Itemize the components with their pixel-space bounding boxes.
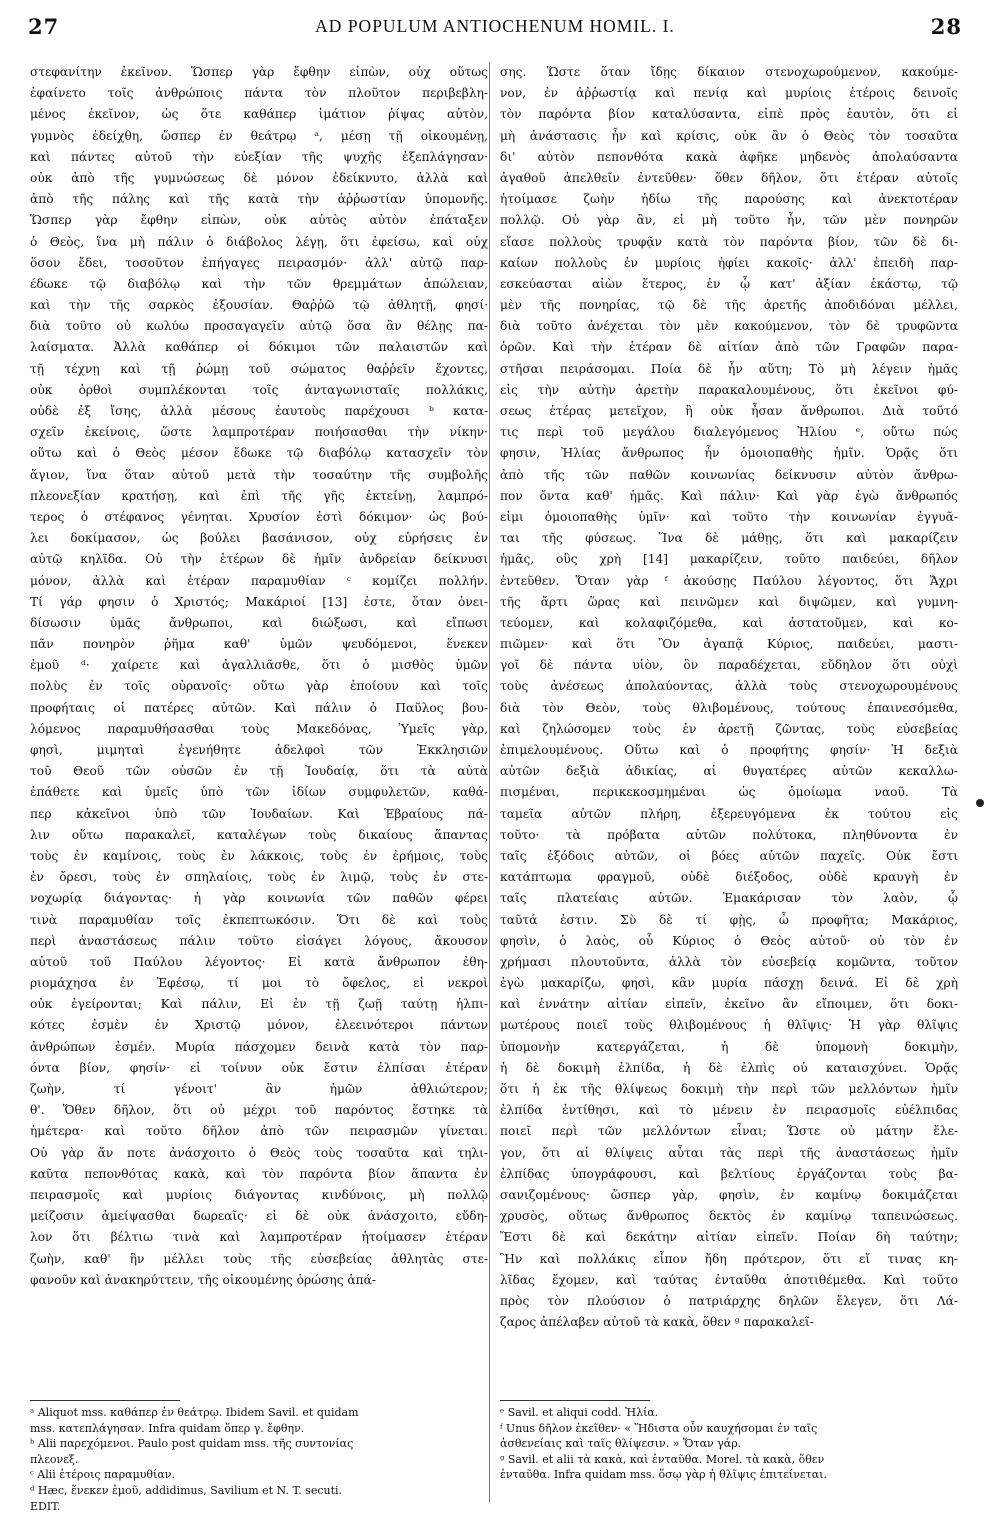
text-line: φησὶν, ὁ λαὸς, οὗ Κύριος ὁ Θεὸς αὐτοῦ· οὐ τὸν ἐν [500, 933, 958, 948]
text-line: στεφανίτην ἐκεῖνον. Ὥσπερ γὰρ ἔφθην εἰπὼν, οὐχ οὕτως [30, 65, 488, 79]
right-text-column [500, 62, 958, 1333]
text-line: καὶ ἐννάτην αἰτίαν εἰπεῖν, ἐκεῖνο ἂν εἴποιμεν, ὅτι δοκι- [500, 997, 958, 1012]
text-line: ριομάχησα ἐν Ἐφέσῳ, τί μοι τὸ ὄφελος, εἰ νεκροὶ [30, 976, 488, 991]
text-line: Ἣν καὶ πολλάκις εἶπον ἤδη πρότερον, ὅτι εἴ τινας κη- [500, 1251, 958, 1266]
running-header [28, 14, 962, 48]
text-line: ἐγὼ μακαρίζω, φησὶ, κἂν μυρία πάσχῃ δεινά. Εἰ δὲ χρὴ [500, 976, 958, 991]
footnote-rule [30, 1400, 180, 1401]
text-line: τὸν παρόντα βίον καταλύσαντα, εἰπὲ πρὸς ἑαυτὸν, ὅτι εἰ [500, 107, 958, 122]
text-line: φανοῦν καὶ ἀνακηρύττειν, τῆς οἰκουμένης ὁρώσης ἁπά- [30, 1272, 377, 1287]
text-line: ἐλπίδας ὑπογράφουσι, καὶ βελτίους ἐργάζονται τοὺς βα- [500, 1166, 958, 1181]
text-line: ἅγιον, ἵνα ὅταν αὐτοῦ μετὰ τὴν τοσαύτην τῆς συμβολῆς [30, 467, 488, 482]
text-line: ἀπὸ τῆς πάλης καὶ τῆς κατὰ τὴν ἀῤῥωστίαν ὑπομονῆς. [30, 192, 488, 207]
text-line: εἴασε πολλοὺς τρυφᾷν κατὰ τὸν παρόντα βίον, τῶν δὲ δι- [500, 234, 958, 249]
text-line: προφήταις οἱ πατέρες αὐτῶν. Καὶ πάλιν ὁ Παῦλος βου- [30, 700, 488, 715]
footnote-line: EDIT. [30, 1499, 61, 1513]
footnote-line: ᶠ Unus δῆλον ἐκεῖθεν· « Ἥδιστα οὖν καυχήσομαι ἐν ταῖς [500, 1421, 818, 1435]
text-line: ἐλπίδα ἐντίθησι, καὶ τὸ μένειν ἐν πειρασμοῖς εὐέλπιδας [500, 1103, 958, 1118]
text-line: λόμενος παραμυθήσασθαι τοὺς Μακεδόνας, Ὑμεῖς γὰρ, [30, 721, 488, 736]
text-line: φησιν, Ἠλίας ἄνθρωπος ἦν ὁμοιοπαθὴς ἡμῖν. Ὁρᾷς ὅτι [500, 446, 958, 461]
footnote-line: ᵃ Aliquot mss. καθάπερ ἐν θεάτρῳ. Ibidem Savil. et quidam [30, 1406, 359, 1419]
text-line: διὰ τοῦτο οὐ κωλύω προσαγαγεῖν αὐτῷ ὅσα ἂν θέλῃς πα- [30, 319, 488, 334]
text-line: γοῖ δὲ πάντα υἱὸν, ὃν παραδέχεται, εὔδηλον ὅτι οὐχὶ [500, 658, 958, 673]
text-line: κότες ἐσμὲν ἐν Χριστῷ μόνον, ἐλεεινότεροι πάντων [30, 1018, 488, 1033]
text-line: μείζοσιν ἀμείψασθαι δωρεαῖς· εἰ δὲ οὐκ ἀνάσχοιτο, εὔδη- [30, 1209, 488, 1224]
text-line: σανιζομένους· ὥσπερ γὰρ, φησὶν, ἐν καμίνῳ δοκιμάζεται [500, 1187, 958, 1202]
text-line: ἐντεῦθεν. Ὅταν γὰρ ᶠ ἀκούσῃς Παύλου λέγοντος, ὅτι Ἄχρι [500, 573, 958, 588]
text-line: στῆσαι πειράσομαι. Ποία δὲ ἦν αὕτη; Τὸ μὴ λέγειν ἡμᾶς [500, 361, 958, 376]
text-line: ἡτοίμασε ζωὴν ἡδίω τῆς παρούσης καὶ ἀνεκτοτέραν [500, 192, 958, 207]
text-line: τοὺς ἐν καμίνοις, τοὺς ἐν λάκκοις, τοὺς ἐν ἐρήμοις, τοὺς [30, 848, 488, 863]
text-line: πλεονεξίαν κρατήσῃ, καὶ ἐπὶ τῆς γῆς ἐκτείνῃ, λαμπρό- [30, 488, 488, 503]
text-line: οὕτω καὶ ὁ Θεὸς μέσον ἔδωκε τῷ διαβόλῳ κατασχεῖν τὸν [30, 446, 488, 461]
text-line: καίων πολλοὺς ἐν μυρίοις ἠφίει κακοῖς· ἀλλ' ἐπειδὴ παρ- [500, 255, 958, 270]
text-line: ποιεῖ περὶ τῶν μελλόντων εἶναι; Ὥστε οὐ μάτην ἔλε- [500, 1124, 958, 1139]
text-line: ὁ Θεὸς, ἵνα μὴ πάλιν ὁ διάβολος λέγῃ, ὅτι ἐφείσω, καὶ οὐχ [30, 234, 488, 249]
text-line: κατάπτωμα φραγμοῦ, οὐδὲ διέξοδος, οὐδὲ κραυγὴ ἐν [500, 870, 958, 885]
text-line: ται τῆς φύσεως. Ἵνα δὲ μάθῃς, ὅτι καὶ μακαρίζειν [500, 531, 958, 546]
text-line: τῇ τέχνῃ καὶ τῇ ῥώμῃ τοῦ σώματος θαῤῥεῖν ἔχοντες, [30, 361, 488, 376]
text-line: νοχωρίᾳ διάγοντας· ἡ γὰρ κοινωνία τῶν παθῶν φέρει [30, 891, 488, 906]
text-line: ταῖς πλατείαις αὐτῶν. Ἐμακάρισαν τὸν λαὸν, ᾧ [500, 891, 958, 906]
text-line: πολλῷ. Οὐ γὰρ ἂν, εἰ μὴ τοῦτο ἦν, τῶν μὲν πονηρῶν [500, 213, 958, 228]
text-line: λον ὅτι βέλτιω τινὰ καὶ λαμπροτέραν ἡτοίμασεν ἑτέραν [30, 1230, 488, 1245]
text-line: οὐκ ἀπὸ τῆς γυμνώσεως δὲ μόνον ἐδείκνυτο, ἀλλὰ καὶ [30, 170, 488, 185]
text-line: μωτέρους ποιεῖ τοὺς θλιβομένους ἡ θλῖψις· Ἡ γὰρ θλῖψις [500, 1018, 958, 1033]
page-number-left: 27 [28, 14, 60, 39]
page-number-right: 28 [930, 14, 962, 39]
text-line: ζωὴν, τί γένοιτ' ἂν ἡμῶν ἀθλιώτερον; [30, 1082, 488, 1096]
text-line: ἀγαθοῦ ἀπελθεῖν ἐντεῦθεν· ὅθεν δῆλον, ὅτι ἑτέραν αὐτοῖς [500, 170, 958, 185]
text-line: ἡ δὲ δοκιμὴ ἐλπίδα, ἡ δὲ ἐλπὶς οὐ καταισχύνει. Ὁρᾷς [500, 1060, 958, 1075]
text-line: καῦτα πεπονθότας κακὰ, καὶ τὸν παρόντα βίον ἅπαντα ἐν [30, 1166, 488, 1181]
text-line: αὐτῶν δεξιὰ ἀδικίας, αἱ θυγατέρες αὐτῶν κεκαλλω- [500, 764, 958, 779]
text-line: θ'. Ὅθεν δῆλον, ὅτι οὐ μέχρι τοῦ παρόντος ἕστηκε τὰ [30, 1103, 488, 1118]
text-line: λῖδας ἔχομεν, καὶ ταύτας ἐνταῦθα ἀποτιθέμεθα. Καὶ τοῦτο [500, 1272, 958, 1287]
text-line: διὰ τοῦτο ἀνέχεται τὸν μὲν κακούμενον, τὸν δὲ τρυφῶντα [500, 319, 958, 334]
text-line: ἡμᾶς, οὓς χρὴ [14] μακαρίζειν, τοῦτο παιδεύει, δῆλον [500, 552, 958, 567]
footnote-line: ἀσθενείαις καὶ ταῖς θλίψεσιν. » Ὅταν γάρ. [500, 1437, 742, 1451]
text-line: ὑπομονὴν κατεργάζεται, ἡ δὲ ὑπομονὴ δοκιμὴν, [500, 1039, 958, 1054]
text-line: ἡμέτερα· καὶ τοῦτο δῆλον ἀπὸ τῶν πειρασμῶν γίνεται. [30, 1124, 488, 1139]
text-line: πᾶν πονηρὸν ῥῆμα καθ' ὑμῶν ψευδόμενοι, ἕνεκεν [30, 637, 488, 652]
text-line: περ κἀκεῖνοι ὑπὸ τῶν Ἰουδαίων. Καὶ Ἑβραίους πά- [30, 806, 488, 821]
text-line: καὶ τὴν τῆς σαρκὸς ἐξουσίαν. Θαῤῥῶ τῷ ἀθλητῇ, φησί· [30, 298, 488, 313]
text-line: λει δοκίμασον, ὡς βούλει βασάνισον, οὐχ εὑρήσεις ἐν [30, 531, 488, 546]
text-line: πισμέναι, περικεκοσμημέναι ὡς ὁμοίωμα ναοῦ. Τὰ [500, 785, 958, 800]
text-line: εἰς τὴν αὐτὴν ἀρετὴν παρακαλουμένους, ὅτι ἐκεῖνοι φύ- [500, 382, 958, 397]
text-line: οὐκ ὀρθοὶ συμπλέκονται τοῖς ἀνταγωνισταῖς πολλάκις, [30, 382, 488, 397]
text-line: ἀνθρώπων ἐσμέν. Μυρία πάσχομεν δεινὰ κατὰ τὸν παρ- [30, 1039, 488, 1054]
text-line: μὲν τῆς πονηρίας, τῷ δὲ τῆς ἀρετῆς ἀποδιδόναι μέλλει, [500, 298, 958, 313]
text-line: τοῦτο· τὰ πρόβατα αὐτῶν πολύτοκα, πληθύνοντα ἐν [500, 827, 958, 842]
text-line: λαίσματα. Ἀλλὰ καθάπερ οἱ δόκιμοι τῶν παλαιστῶν καὶ [30, 340, 488, 355]
text-line: μόνον, ἀλλὰ καὶ ἑτέραν παραμυθίαν ᶜ κομίζει πολλήν. [30, 573, 488, 588]
running-title: AD POPULUM ANTIOCHENUM HOMIL. I. [315, 16, 675, 36]
text-line: δίσωσιν ὑμᾶς ἄνθρωποι, καὶ διώξωσι, καὶ εἴπωσι [30, 615, 488, 630]
text-line: αὐτοῦ τοῦ Παύλου λέγοντος· Εἰ κατὰ ἄνθρωπον ἐθη- [30, 954, 488, 969]
column-divider [489, 62, 490, 1502]
text-line: ζαρος ἀπέλαβεν αὐτοῦ τὰ κακὰ, ὅθεν ᵍ παρακαλεῖ- [500, 1315, 814, 1330]
text-line: Τί γάρ φησιν ὁ Χριστός; Μακάριοί [13] ἐστε, ὅταν ὀνει- [30, 594, 488, 609]
text-line: εσκεύασται αἰὼν ἕτερος, ἐν ᾧ κατ' ἀξίαν ἑκάστῳ, τῷ [500, 276, 958, 291]
text-line: ἐφαίνετο τοῖς ἀνθρώποις πάντα τὸν πλοῦτον περιβεβλη- [30, 86, 488, 101]
text-line: ὅσον ἔδει, τοσοῦτον ἐπήγαγες πειρασμόν· ἀλλ' αὐτῷ παρ- [30, 255, 488, 270]
text-line: Ἔστι δὲ καὶ δεκάτην αἰτίαν εἰπεῖν. Ποίαν δὴ ταύτην; [500, 1230, 958, 1245]
text-line: καὶ πάντες αὐτοῦ τὴν εὐεξίαν τῆς ψυχῆς ἐξεπλάγησαν· [30, 149, 488, 164]
text-line: διὰ τὸν Θεὸν, τοὺς θλιβομένους, τούτους ἐπαινεσόμεθα, [500, 700, 958, 715]
footnote-line: ᵈ Hæc, ἕνεκεν ἐμοῦ, addidimus, Savilium et N. T. secuti. [30, 1483, 343, 1497]
text-line: τοὺς ἀνέσεως ἀπολαύοντας, ἀλλὰ τοὺς στενοχωρουμένους [500, 679, 958, 694]
text-line: ζωὴν, καθ' ἣν μέλλει τοὺς τῆς εὐσεβείας ἀθλητὰς στε- [30, 1251, 488, 1266]
footnote-line: ᵇ Alii παρεχόμενοι. Paulo post quidam mss. τῆς συντονίας [30, 1437, 354, 1451]
footnote-line: ἐνταῦθα. Infra quidam mss. ὅσῳ γὰρ ἡ θλῖψις ἐπιτείνεται. [500, 1468, 827, 1482]
text-line: ὅτι ἡ ἐκ τῆς θλίψεως δοκιμὴ τὴν περὶ τῶν μελλόντων ἡμῖν [500, 1082, 958, 1096]
text-line: καὶ ζηλώσομεν τοὺς ἐν ἀρετῇ ζῶντας, τοὺς εὐσεβείας [500, 721, 958, 736]
text-line: πρὸς τὸν πλούσιον ὁ πατριάρχης δηλῶν ἔλεγεν, ὅτι Λά- [500, 1293, 958, 1308]
text-line: πον ὄντα καθ' ἡμᾶς. Καὶ πάλιν· Καὶ γὰρ ἐγὼ ἄνθρωπός [500, 488, 958, 503]
text-line: ἐν ὄρεσι, τοὺς ἐν σπηλαίοις, τοὺς ἐν λιμῷ, τοὺς ἐν στε- [30, 870, 488, 885]
text-line: έδωκε τῷ διαβόλῳ καὶ τὴν τῶν θρεμμάτων ἀπώλειαν, [30, 276, 488, 291]
text-line: νον, ἐν ἀῤῥωστίᾳ καὶ πενίᾳ καὶ μυρίοις ἑτέροις δεινοῖς [500, 86, 958, 101]
text-line: πιῶμεν· καὶ ὅτι Ὃν ἀγαπᾷ Κύριος, παιδεύει, μαστι- [500, 637, 958, 652]
text-line: τοῦ Θεοῦ τῶν οὐσῶν ἐν τῇ Ἰουδαίᾳ, ὅτι τὰ αὐτὰ [30, 764, 488, 779]
text-line: ταῖς ἐξόδοις αὐτῶν, οἱ βόες αὐτῶν παχεῖς. Οὐκ ἔστι [500, 848, 958, 863]
text-line: όντα βίον, φησίν· εἰ τοίνυν οὐκ ἔστιν ἐλπίσαι ἑτέραν [30, 1060, 488, 1075]
text-line: φησὶ, μιμηταὶ ἐγενήθητε ἀδελφοὶ τῶν Ἐκκλησιῶν [30, 743, 488, 757]
text-line: περὶ ἀναστάσεως πάλιν τοῦτο εἰσάγει λόγους, ἄκουσον [30, 933, 488, 948]
text-line: ἐμοῦ ᵈ· χαίρετε καὶ ἀγαλλιᾶσθε, ὅτι ὁ μισθὸς ὑμῶν [30, 658, 488, 673]
text-line: οὐκ ἐγείρονται; Καὶ πάλιν, Εἰ ἐν τῇ ζωῇ ταύτῃ ἠλπι- [30, 997, 488, 1012]
text-line: λιν οὕτω παρακαλεῖ, καταλέγων τοὺς δικαίους ἅπαντας [30, 827, 488, 842]
text-line: οὐδὲ ἐξ ἴσης, ἀλλὰ μέσους ἑαυτοὺς παρέχουσι ᵇ κατα- [30, 404, 488, 418]
text-line: τις περὶ τοῦ μεγάλου διαλεγόμενος Ἠλίου ᵉ, οὕτω πώς [500, 425, 958, 440]
text-line: δι' αὐτὸν πεπονθότα κακὰ ἀφῆκε μηδενὸς ἀπολαύσαντα [500, 149, 958, 164]
text-line: χρήμασι πλουτοῦντα, ἀλλὰ τὸν εὐσεβείᾳ κομῶντα, τοῦτον [500, 954, 958, 969]
footnote-line: πλεονεξ. [30, 1452, 79, 1466]
text-line: γον, ὅτι αἱ θλίψεις αὗται τὰς περὶ τῆς ἀναστάσεως ἡμῖν [500, 1145, 958, 1160]
text-line: ὁρῶν. Καὶ τὴν ἑτέραν δὲ αἰτίαν ἀπὸ τῶν Γραφῶν παρα- [500, 340, 958, 355]
left-text-column [30, 62, 488, 1291]
text-line: σχεῖν ἐκείνοις, ὥστε λαμπροτέραν ποιήσασθαι τὴν νίκην· [30, 425, 488, 440]
footnote-line: mss. κατεπλάγησαν. Infra quidam ὅπερ γ. ἔφθην. [30, 1421, 305, 1435]
text-line: ἐπάθετε καὶ ὑμεῖς ὑπὸ τῶν ἰδίων συμφυλετῶν, καθά- [30, 785, 488, 800]
text-line: σης. Ὥστε ὅταν ἴδῃς δίκαιον στενοχωρούμενον, κακούμε- [500, 65, 958, 79]
footnote-line: ᵍ Savil. et alii τὰ κακὰ, καὶ ἐνταῦθα. Morel. τὰ κακὰ, ὅθεν [500, 1452, 825, 1466]
text-line: Οὐ γὰρ ἄν ποτε ἀνάσχοιτο ὁ Θεὸς τοὺς τοσαῦτα καὶ τηλι- [30, 1145, 488, 1160]
text-line: Ὥσπερ γὰρ ἔφθην εἰπὼν, οὐκ αὐτὸς αὐτὸν ἐπάταξεν [30, 213, 488, 228]
text-line: χρυσὸς, οὕτως ἄνθρωπος δεκτὸς ἐν καμίνῳ ταπεινώσεως. [500, 1209, 958, 1224]
text-line: εἰμι ὁμοιοπαθὴς ὑμῖν· καὶ τοῦτο τὴν κοινωνίαν ἐγγυᾶ- [500, 509, 958, 524]
text-line: τερος ὁ στέφανος γένηται. Χρυσίον ἐστὶ δόκιμον· ὡς βού- [30, 509, 488, 524]
text-line: πολὺς ἐν τοῖς οὐρανοῖς· οὕτω γὰρ ἐποίουν καὶ τοῖς [30, 679, 488, 694]
footnote-line: ᵉ Savil. et aliqui codd. Ἠλία. [500, 1406, 659, 1419]
text-line: πειρασμοῖς καὶ μυρίοις διάγοντας κινδύνοις, μὴ πολλῷ [30, 1187, 488, 1202]
text-line: τινὰ παραμυθίαν τοῖς ἐκπεπτωκόσιν. Ὅτι δὲ καὶ τοὺς [30, 912, 488, 927]
footnote-line: ᶜ Alii ἑτέροις παραμυθίαν. [30, 1468, 175, 1482]
text-line: μένος ἐκεῖνον, ὡς ὅτε καθάπερ ἱμάτιον ῥίψας αὐτὸν, [30, 107, 488, 122]
text-line: ταῦτά ἐστιν. Σὺ δὲ τί φῂς, ὦ προφῆτα; Μακάριος, [500, 912, 958, 927]
margin-dot [976, 799, 984, 807]
left-footnotes [30, 1400, 488, 1514]
text-line: αὐτῷ κηλῖδα. Οὐ τὴν ἑτέρων δὲ ἡμῖν ἀνδρείαν δείκνυσι [30, 552, 488, 567]
text-line: τῆς ἄρτι ὥρας καὶ πεινῶμεν καὶ διψῶμεν, καὶ γυμνη- [500, 594, 958, 609]
text-line: ταμεῖα αὐτῶν πλήρη, ἐξερευγόμενα ἐκ τούτου εἰς [500, 806, 958, 821]
text-line: γυμνὸς ἐδείχθη, ὥσπερ ἐν θεάτρῳ ᵃ, μέσῃ τῇ οἰκουμένῃ, [30, 128, 488, 143]
text-line: ἀπὸ τῆς τῶν παθῶν κοινωνίας δείκνυσιν αὐτὸν ἄνθρω- [500, 467, 958, 482]
text-line: μὴ ἀνάστασις ἦν καὶ κρίσις, οὐκ ἂν ὁ Θεὸς τὸν τοσαῦτα [500, 128, 958, 143]
text-line: ἐπιμελουμένους. Οὕτω καὶ ὁ προφήτης φησίν· Ἡ δεξιὰ [500, 743, 958, 757]
footnote-rule [500, 1400, 650, 1401]
text-line: τεύομεν, καὶ κολαφιζόμεθα, καὶ ἀστατοῦμεν, καὶ κο- [500, 615, 958, 630]
right-footnotes [500, 1400, 958, 1483]
text-line: σεως ἑτέρας μετεῖχον, ἢ οὐκ ἦσαν ἄνθρωποι. Διὰ τοῦτό [500, 404, 958, 418]
